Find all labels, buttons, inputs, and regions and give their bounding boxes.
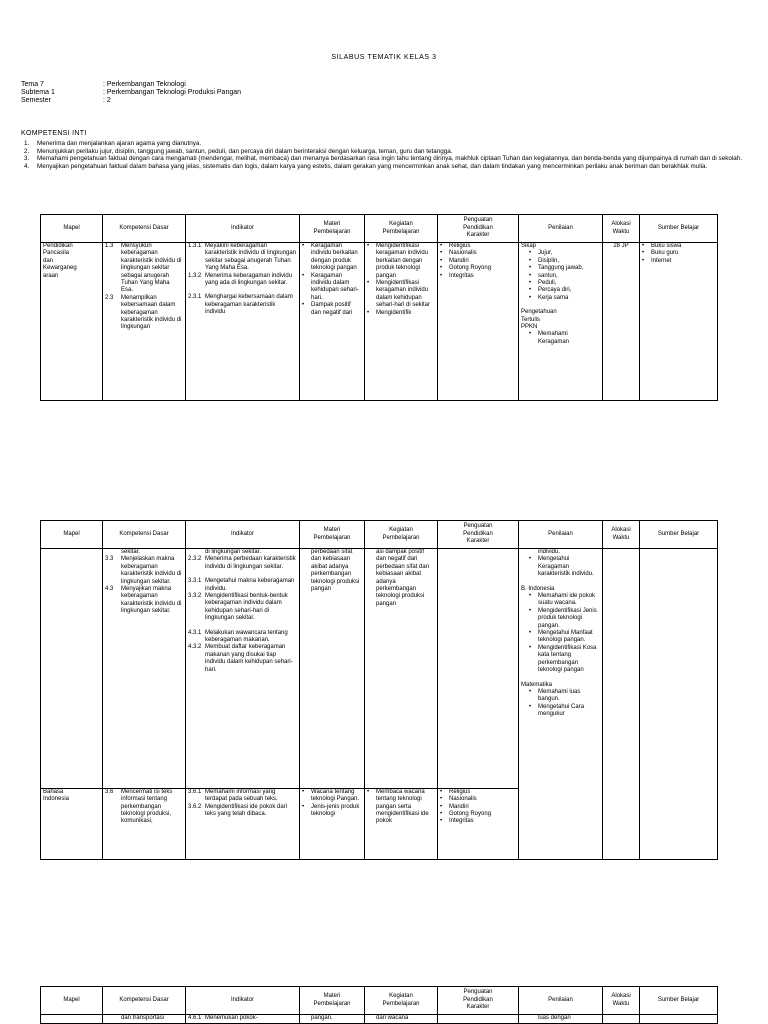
kompetensi-inti-heading: KOMPETENSI INTI [21, 130, 87, 137]
ki-number: 1. [24, 140, 30, 147]
header-penilaian: Penilaian [519, 521, 603, 549]
kd-item [105, 295, 183, 332]
header-line: Pembelajaran [382, 534, 420, 541]
header-karakter [438, 521, 519, 549]
cell-sumber [640, 1015, 718, 1024]
ki-number: 4. [24, 162, 30, 170]
karakter-item: • Gotong Royong [440, 265, 516, 272]
karakter-item: • Gotong Royong [440, 811, 516, 818]
karakter-item: • Mandiri [440, 804, 516, 811]
syllabus-table-page-3 [40, 986, 718, 1024]
cell-mapel [41, 1015, 103, 1024]
kegiatan-continued: dari wacana [376, 1015, 409, 1021]
header-indikator: Indikator [186, 987, 300, 1015]
indikator-number: 4.6.1 [188, 1015, 202, 1021]
header-line: Alokasi [611, 993, 631, 1000]
indikator-item [188, 789, 297, 804]
header-line: Waktu [612, 228, 630, 235]
meta-label: Subtema 1 [21, 89, 55, 96]
table-row [41, 1015, 718, 1024]
cell-kompetensi-dasar [103, 1015, 186, 1024]
kd-text: Menampilkan kebersamaan dalam keberagaman karakteristik individu di lingkungan [121, 294, 182, 331]
ki-item [21, 148, 743, 156]
cell-alokasi [603, 1015, 640, 1024]
indikator-text: Menerima perbedaan karakteristik individu di lingkungan sekitar. [205, 556, 296, 570]
header-line: Penguatan [463, 217, 493, 224]
penilaian-item: • Mengetahui Keragaman karakteristik individu. [529, 556, 600, 578]
header-line: Pembelajaran [382, 1000, 420, 1007]
penilaian-sikap-item: • Peduli, [529, 280, 600, 287]
kegiatan-item: • Membaca wacana tentang teknologi pangan serta mengidentifikasi ide pokok [367, 789, 435, 826]
header-line: Pembelajaran [313, 228, 351, 235]
cell-kegiatan [365, 243, 438, 401]
header-line: Waktu [612, 1000, 630, 1007]
document-title: SILABUS TEMATIK KELAS 3 [331, 54, 437, 61]
kegiatan-item: • Mengidentifikasi keragaman individu dalam kehidupan sehari-hari di sekitar [367, 280, 435, 310]
penilaian-sikap-item: • Jujur, [529, 250, 600, 257]
indikator-number: 3.6.2 [188, 803, 202, 810]
indikator-text: Menemukan pokok- [205, 1015, 258, 1021]
kd-continued: dan transportasi [121, 1015, 165, 1021]
penilaian-bindo-item: • Mengidentifikasi Jenis produk teknologi pangan. [529, 608, 600, 630]
indikator-item [188, 294, 297, 316]
indikator-number: 2.3.2 [188, 556, 202, 563]
header-mapel: Mapel [41, 215, 103, 243]
header-line: Karakter [466, 1004, 490, 1011]
alokasi-value: 28 JP [613, 243, 629, 249]
meta-value: : Perkembangan Teknologi [103, 81, 186, 88]
penilaian-bindo-item: • Mengetahui Manfaat teknologi pangan. [529, 630, 600, 645]
sumber-item: • Buku guru [642, 250, 715, 257]
cell-penilaian [519, 1015, 603, 1024]
cell-sumber [640, 243, 718, 401]
indikator-text: Mengidentifikasi ide pokok dari teks yang telah dibaca. [205, 803, 288, 817]
header-indikator: Indikator [186, 521, 300, 549]
kegiatan-item: • Mengidentifikasi keragaman individu berkaitan dengan produk teknologi pangan [367, 243, 435, 280]
penilaian-sikap-item: • Disiplin, [529, 258, 600, 265]
cell-karakter [438, 243, 519, 401]
penilaian-tertulis-label: Tertulis [521, 316, 541, 323]
header-line: Penguatan [463, 523, 493, 530]
indikator-text: Menghargai kebersamaan dalam keberagaman karakteristik individu [205, 294, 293, 316]
indikator-item [188, 644, 297, 674]
materi-continued: pangan. [311, 1015, 333, 1021]
kd-number: 3.6 [105, 788, 114, 795]
karakter-item: • Nasionalis [440, 796, 516, 803]
kd-item [105, 556, 183, 586]
header-line: Materi [323, 221, 341, 228]
header-materi [300, 521, 365, 549]
penilaian-mtk-item: • Mengetahui Cara mengukur [529, 704, 600, 719]
meta-value: : 2 [103, 97, 111, 104]
karakter-item: • Integritas [440, 818, 516, 825]
cell-karakter [438, 549, 519, 789]
indikator-item [188, 804, 297, 819]
cell-sumber [640, 549, 718, 860]
cell-materi [300, 243, 365, 401]
meta-label: Semester [21, 97, 51, 104]
header-kompetensi-dasar: Kompetensi Dasar [103, 987, 186, 1015]
penilaian-pengetahuan-item: • Memahami Keragaman [529, 331, 600, 346]
kd-text: Mensyukuri keberagaman karakteristik individu di lingkungan sekitar sebagai anugerah Tuhan Yang Maha Esa. [121, 243, 182, 294]
penilaian-sikap-item: • santun, [529, 273, 600, 280]
ki-item [21, 140, 743, 148]
header-kompetensi-dasar: Kompetensi Dasar [103, 521, 186, 549]
header-alokasi [603, 215, 640, 243]
header-kegiatan [365, 987, 438, 1015]
indikator-text: Meyakini keberagaman karakteristik individu di lingkungan sekitar sebagai anugerah Tuhan Yang Maha Esa. [205, 243, 297, 272]
indikator-text: Membuat daftar keberagaman makanan yang disukai tiap individu dalam kehidupan sehari-hari. [205, 644, 293, 673]
penilaian-continued: luas dengan [538, 1015, 571, 1021]
header-line: Karakter [466, 538, 490, 545]
ki-text: Memahami pengetahuan faktual dengan cara mengamati (mendengar, melihat, membaca) dan menanya berdasarkan rasa ingin tahu tentang dirinya, makhluk ciptaan Tuhan dan kegiatannya, dan benda-benda yang dijumpainya di rumah dan di sekolah. [37, 155, 743, 163]
table-header-row [41, 521, 718, 549]
indikator-number: 2.3.1 [188, 294, 202, 301]
indikator-item [188, 593, 297, 623]
penilaian-sikap-label: Sikap [521, 243, 537, 249]
header-karakter [438, 987, 519, 1015]
mapel-line: araan [43, 272, 59, 279]
materi-item: • Jenis-jenis produk teknologi [302, 804, 362, 819]
cell-karakter [438, 788, 519, 859]
penilaian-continued: individu. [538, 549, 561, 555]
header-sumber: Sumber Belajar [640, 215, 718, 243]
header-kompetensi-dasar: Kompetensi Dasar [103, 215, 186, 243]
header-line: Pendidikan [463, 224, 493, 231]
mapel-line: Pendidikan [43, 243, 73, 249]
sumber-item: • Buku siswa [642, 243, 715, 250]
header-line: Kegiatan [389, 993, 413, 1000]
indikator-text: Memahami informasi yang terdapat pada sebuah teks. [205, 788, 278, 803]
indikator-number: 1.3.2 [188, 272, 202, 279]
kd-number: 3.3 [105, 556, 114, 563]
materi-item: • Dampak positif dan negatif dari [302, 302, 362, 317]
kd-continued: sekitar. [121, 549, 141, 555]
cell-mapel [41, 243, 103, 401]
indikator-text: Mengidentifikasi bentuk-bentuk keberagaman individu dalam kehidupan sehari-hari di lingkungan sekitar. [205, 593, 288, 622]
header-kegiatan [365, 215, 438, 243]
cell-indikator [186, 243, 300, 401]
cell-penilaian [519, 549, 603, 860]
cell-materi [300, 549, 365, 789]
cell-kompetensi-dasar [103, 788, 186, 859]
kd-text: Mencermati isi teks informasi tentang perkembangan teknologi produksi, komunikasi, [121, 788, 173, 825]
kompetensi-inti-list [21, 140, 743, 170]
karakter-item: • Religius [440, 243, 516, 250]
indikator-item [188, 243, 297, 273]
cell-mapel [41, 549, 103, 789]
karakter-item: • Integritas [440, 273, 516, 280]
header-line: Pendidikan [463, 996, 493, 1003]
header-alokasi [603, 987, 640, 1015]
indikator-number: 4.3.1 [188, 629, 202, 636]
kd-text: Menyajikan makna keberagaman karakteristik individu di lingkungan sekitar. [121, 586, 182, 615]
table-header-row [41, 987, 718, 1015]
indikator-number: 4.3.2 [188, 644, 202, 651]
penilaian-pengetahuan-label: Pengetahuan [521, 309, 557, 316]
mapel-line: Pancasila [43, 250, 70, 257]
sumber-item: • Internet [642, 258, 715, 265]
materi-item: • Keragaman individu dalam kehidupan sehari-hari. [302, 273, 362, 303]
penilaian-mtk-item: • Memahami luas bangun. [529, 689, 600, 704]
ki-number: 3. [24, 155, 30, 163]
penilaian-bindo-item: • Memahami ide pokok suatu wacana. [529, 593, 600, 608]
cell-materi [300, 788, 365, 859]
indikator-number: 1.3.1 [188, 243, 202, 249]
indikator-number: 3.3.2 [188, 593, 202, 600]
indikator-text: Menerima keberagaman individu yang ada di lingkungan sekitar. [205, 272, 293, 287]
penilaian-sikap-item: • Percaya diri, [529, 287, 600, 294]
header-sumber: Sumber Belajar [640, 521, 718, 549]
penilaian-bindo-item: • Mengidentifikasi Kosa kata tentang perkembangan teknologi pangan [529, 645, 600, 675]
ki-text: Menerima dan menjalankan ajaran agama yang dianutnya. [37, 140, 202, 147]
header-line: Materi [323, 527, 341, 534]
header-penilaian: Penilaian [519, 987, 603, 1015]
cell-mapel [41, 788, 103, 859]
cell-kompetensi-dasar [103, 549, 186, 789]
cell-indikator [186, 549, 300, 789]
cell-indikator [186, 1015, 300, 1024]
header-karakter [438, 215, 519, 243]
header-line: Pembelajaran [382, 228, 420, 235]
indikator-text: Melakukan wawancara tentang keberagaman makanan. [205, 629, 288, 644]
cell-kegiatan [365, 549, 438, 789]
ki-text: Menyajikan pengetahuan faktual dalam bahasa yang jelas, sistematis dan logis, dalam karya yang estetis, dalam gerakan yang mencerminkan anak sehat, dan dalam tindakan yang mencerminkan perilaku anak beriman dan berakhlak mulia. [37, 162, 708, 170]
header-alokasi [603, 521, 640, 549]
header-materi [300, 215, 365, 243]
penilaian-ppkn-label: PPKN [521, 324, 538, 331]
header-line: Penguatan [463, 989, 493, 996]
meta-label: Tema 7 [21, 81, 44, 88]
penilaian-mtk-label: Matematika [521, 681, 553, 688]
cell-kegiatan [365, 1015, 438, 1024]
header-penilaian: Penilaian [519, 215, 603, 243]
cell-indikator [186, 788, 300, 859]
penilaian-bindo-label: B. Indonesia [521, 585, 555, 592]
karakter-item: • Religius [440, 789, 516, 796]
mapel-line: Kewarganeg [43, 265, 77, 272]
karakter-item: • Mandiri [440, 258, 516, 265]
cell-alokasi [603, 549, 640, 860]
header-mapel: Mapel [41, 987, 103, 1015]
header-kegiatan [365, 521, 438, 549]
ki-text: Menunjukkan perilaku jujur, disiplin, tanggung jawab, santun, peduli, dan percaya diri dalam berinteraksi dengan keluarga, teman, guru dan tetangga. [37, 147, 453, 155]
table-header-row [41, 215, 718, 243]
header-line: Pendidikan [463, 530, 493, 537]
penilaian-sikap-item: • Kerja sama [529, 295, 600, 302]
indikator-text: Mengetahui makna keberagaman individu. [205, 578, 295, 592]
kd-number: 4.3 [105, 586, 114, 593]
header-line: Karakter [466, 232, 490, 239]
kd-number: 1.3 [105, 243, 114, 249]
kegiatan-continued: asi dampak positif dan negatif dari perbedaan sifat dan kebiasaan akibat adanya perkembangan teknologi produksi pangan [376, 549, 430, 607]
ki-number: 2. [24, 147, 30, 155]
syllabus-table-page-2 [40, 520, 718, 860]
indikator-item [188, 1015, 297, 1022]
table-row [41, 549, 718, 789]
header-line: Waktu [612, 534, 630, 541]
cell-alokasi [603, 243, 640, 401]
indikator-number: 3.3.1 [188, 578, 202, 585]
cell-materi [300, 1015, 365, 1024]
materi-item: • Wacana tentang teknologi Pangan. [302, 789, 362, 804]
mapel-line: dan [43, 257, 54, 264]
header-line: Kegiatan [389, 527, 413, 534]
cell-penilaian [519, 243, 603, 401]
indikator-item [188, 578, 297, 593]
cell-kegiatan [365, 788, 438, 859]
header-line: Alokasi [611, 221, 631, 228]
meta-value: : Perkembangan Teknologi Produksi Pangan [103, 89, 242, 96]
penilaian-sikap-item: • Tanggung jawab, [529, 265, 600, 272]
cell-karakter [438, 1015, 519, 1024]
materi-item: • Keragaman individu berkaitan dengan produk teknologi pangan [302, 243, 362, 273]
header-materi [300, 987, 365, 1015]
header-line: Kegiatan [389, 221, 413, 228]
indikator-continued: di lingkungan sekitar. [205, 549, 262, 555]
indikator-item [188, 630, 297, 645]
kegiatan-item: • Mengidentifik [367, 310, 435, 317]
kd-item [105, 789, 183, 826]
karakter-item: • Nasionalis [440, 250, 516, 257]
indikator-item [188, 273, 297, 288]
indikator-item [188, 556, 297, 571]
header-mapel: Mapel [41, 521, 103, 549]
kd-item [105, 243, 183, 295]
header-sumber: Sumber Belajar [640, 987, 718, 1015]
header-indikator: Indikator [186, 215, 300, 243]
header-line: Alokasi [611, 527, 631, 534]
header-line: Pembelajaran [313, 534, 351, 541]
syllabus-table-page-1 [40, 214, 718, 401]
materi-continued: perbedaan sifat dan kebiasaan akibat adanya perkembangan teknologi produksi pangan [311, 549, 360, 593]
indikator-number: 3.6.1 [188, 788, 202, 795]
ki-item [21, 163, 743, 171]
mapel-line: Bahasa [43, 788, 64, 795]
header-line: Materi [323, 993, 341, 1000]
kd-text: Menjelaskan makna keberagaman karakteristik individu di lingkungan sekitar. [121, 556, 182, 585]
kd-item [105, 586, 183, 616]
cell-kompetensi-dasar [103, 243, 186, 401]
header-line: Pembelajaran [313, 1000, 351, 1007]
mapel-line: Indonesia [43, 796, 70, 803]
kd-number: 2.3 [105, 294, 114, 301]
table-row [41, 243, 718, 401]
ki-item [21, 155, 743, 163]
